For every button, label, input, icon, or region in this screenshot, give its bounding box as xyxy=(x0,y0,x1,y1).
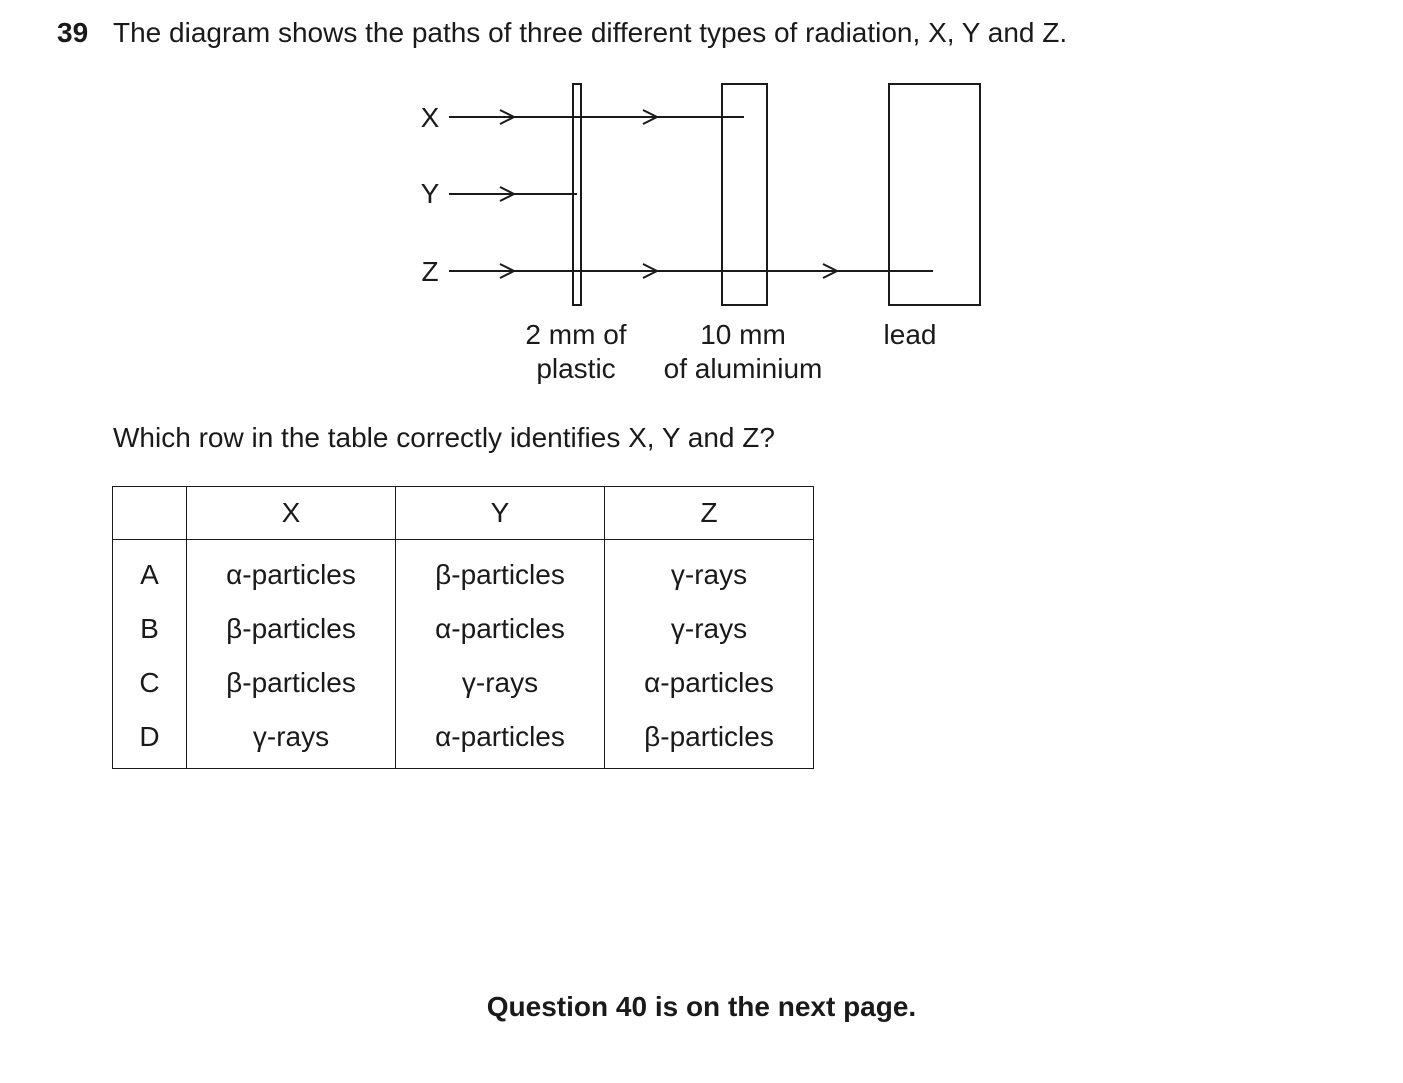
ray-label-y: Y xyxy=(420,178,440,209)
header-x: X xyxy=(187,487,396,540)
cell-y: α-particles xyxy=(396,710,605,769)
header-z: Z xyxy=(605,487,814,540)
cell-z: β-particles xyxy=(605,710,814,769)
cell-z: α-particles xyxy=(605,656,814,710)
cell-y: α-particles xyxy=(396,602,605,656)
next-page-note-text: Question 40 is on the next page. xyxy=(486,991,917,1022)
lead-label: lead xyxy=(883,319,937,350)
radiation-diagram xyxy=(0,0,1403,400)
next-page-note xyxy=(0,988,1403,1026)
answer-table xyxy=(112,486,814,769)
row-key: D xyxy=(113,710,187,769)
table-row xyxy=(113,602,814,656)
cell-y: β-particles xyxy=(396,540,605,603)
cell-x: γ-rays xyxy=(187,710,396,769)
ray-z-path xyxy=(449,264,933,278)
table-row xyxy=(113,710,814,769)
cell-z: γ-rays xyxy=(605,540,814,603)
ray-label-z: Z xyxy=(421,256,439,287)
table-header-row xyxy=(113,487,814,540)
question-number: 39 xyxy=(57,17,89,48)
row-key: C xyxy=(113,656,187,710)
plastic-label-line2: plastic xyxy=(536,353,616,384)
aluminium-label-line1: 10 mm xyxy=(700,319,786,350)
aluminium-label-line2: of aluminium xyxy=(663,353,823,384)
plastic-label-line1: 2 mm of xyxy=(525,319,627,350)
table-row xyxy=(113,656,814,710)
cell-x: α-particles xyxy=(187,540,396,603)
cell-x: β-particles xyxy=(187,602,396,656)
ray-y-path xyxy=(449,187,577,201)
ray-label-x: X xyxy=(420,102,440,133)
row-key: B xyxy=(113,602,187,656)
table-row xyxy=(113,540,814,603)
cell-y: γ-rays xyxy=(396,656,605,710)
header-key xyxy=(113,487,187,540)
cell-x: β-particles xyxy=(187,656,396,710)
question-text: The diagram shows the paths of three different types of radiation, X, Y and Z. xyxy=(113,17,1068,48)
cell-z: γ-rays xyxy=(605,602,814,656)
question-prompt: Which row in the table correctly identifies X, Y and Z? xyxy=(113,422,775,453)
header-y: Y xyxy=(396,487,605,540)
row-key: A xyxy=(113,540,187,603)
ray-x-path xyxy=(449,110,744,124)
